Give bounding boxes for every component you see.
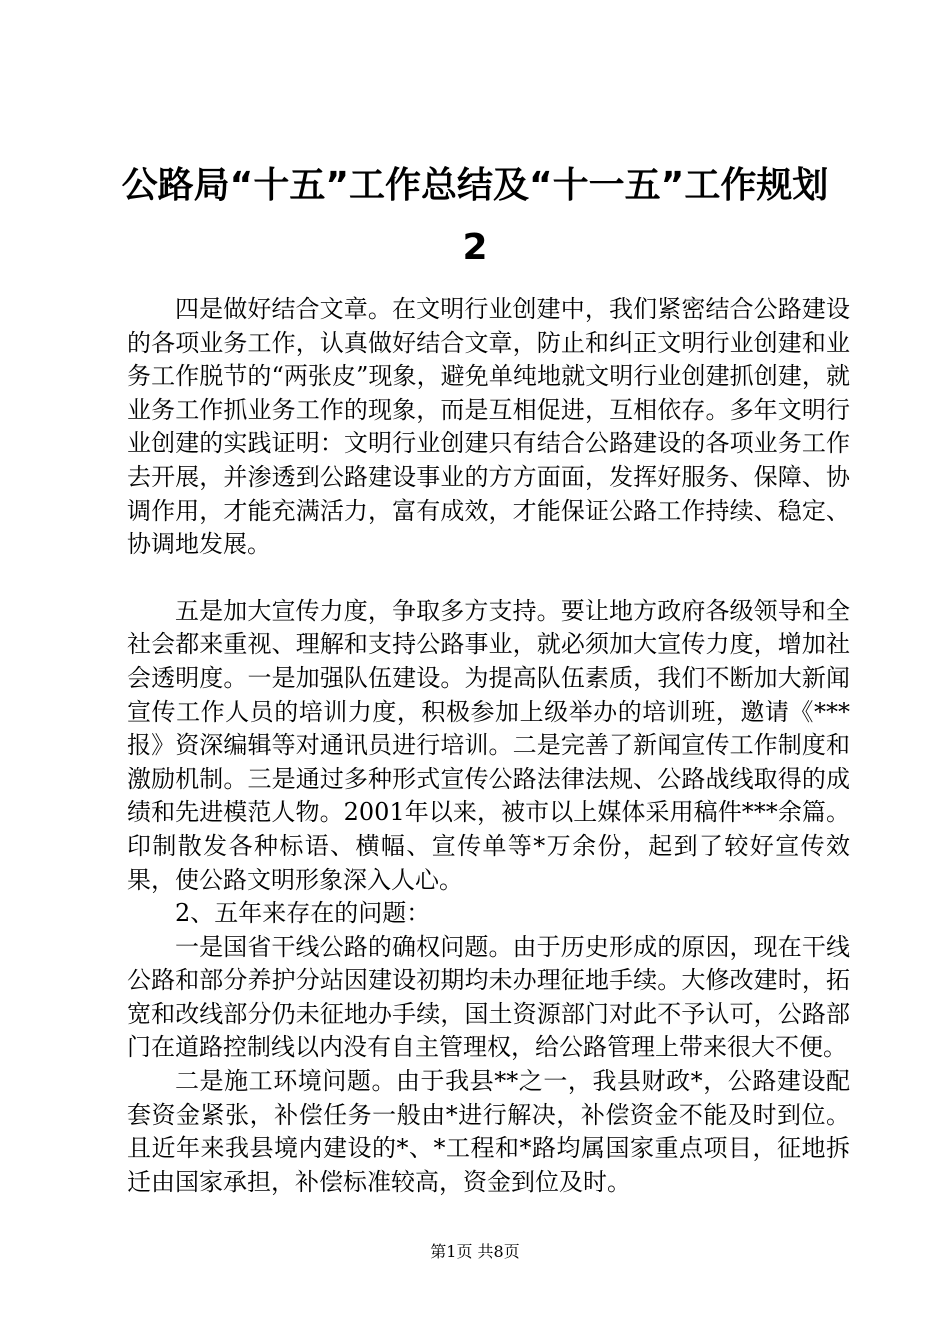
document-title: 公路局“十五”工作总结及“十一五”工作规划2 <box>121 165 829 268</box>
paragraph-3: 一是国省干线公路的确权问题。由于历史形成的原因，现在干线公路和部分养护分站因建设初期均未办理征地手续。大修改建时，拓宽和改线部分仍未征地办手续，国土资源部门对此不予认可，公路部门在道路控制线以内没有自主管理权，给公路管理上带来很大不便。 <box>127 932 850 1062</box>
paragraph-2: 五是加大宣传力度，争取多方支持。要让地方政府各级领导和全社会都来重视、理解和支持公路事业，就必须加大宣传力度，增加社会透明度。一是加强队伍建设。为提高队伍素质，我们不断加大新闻宣传工作人员的培训力度，积极参加上级举办的培训班，邀请《***报》资深编辑等对通讯员进行培训。二是完善了新闻宣传工作制度和激励机制。三是通过多种形式宣传公路法律法规、公路战线取得的成绩和先进模范人物。2001年以来，被市以上媒体采用稿件***余篇。印制散发各种标语、横幅、宣传单等*万余份，起到了较好宣传效果，使公路文明形象深入人心。 <box>127 596 850 894</box>
document-body <box>127 293 850 1199</box>
paragraph-4: 二是施工环境问题。由于我县**之一，我县财政*，公路建设配套资金紧张，补偿任务一般由*进行解决，补偿资金不能及时到位。且近年来我县境内建设的*、*工程和*路均属国家重点项目，征地拆迁由国家承担，补偿标准较高，资金到位及时。 <box>127 1067 850 1196</box>
paragraph-1: 四是做好结合文章。在文明行业创建中，我们紧密结合公路建设的各项业务工作，认真做好结合文章，防止和纠正文明行业创建和业务工作脱节的“两张皮”现象，避免单纯地就文明行业创建抓创建，就业务工作抓业务工作的现象，而是互相促进，互相依存。多年文明行业创建的实践证明：文明行业创建只有结合公路建设的各项业务工作去开展，并渗透到公路建设事业的方方面面，发挥好服务、保障、协调作用，才能充满活力，富有成效，才能保证公路工作持续、稳定、协调地发展。 <box>127 295 850 559</box>
page-footer: 第1页 共8页 <box>430 1242 520 1261</box>
section-heading: 2、五年来存在的问题： <box>175 899 431 928</box>
